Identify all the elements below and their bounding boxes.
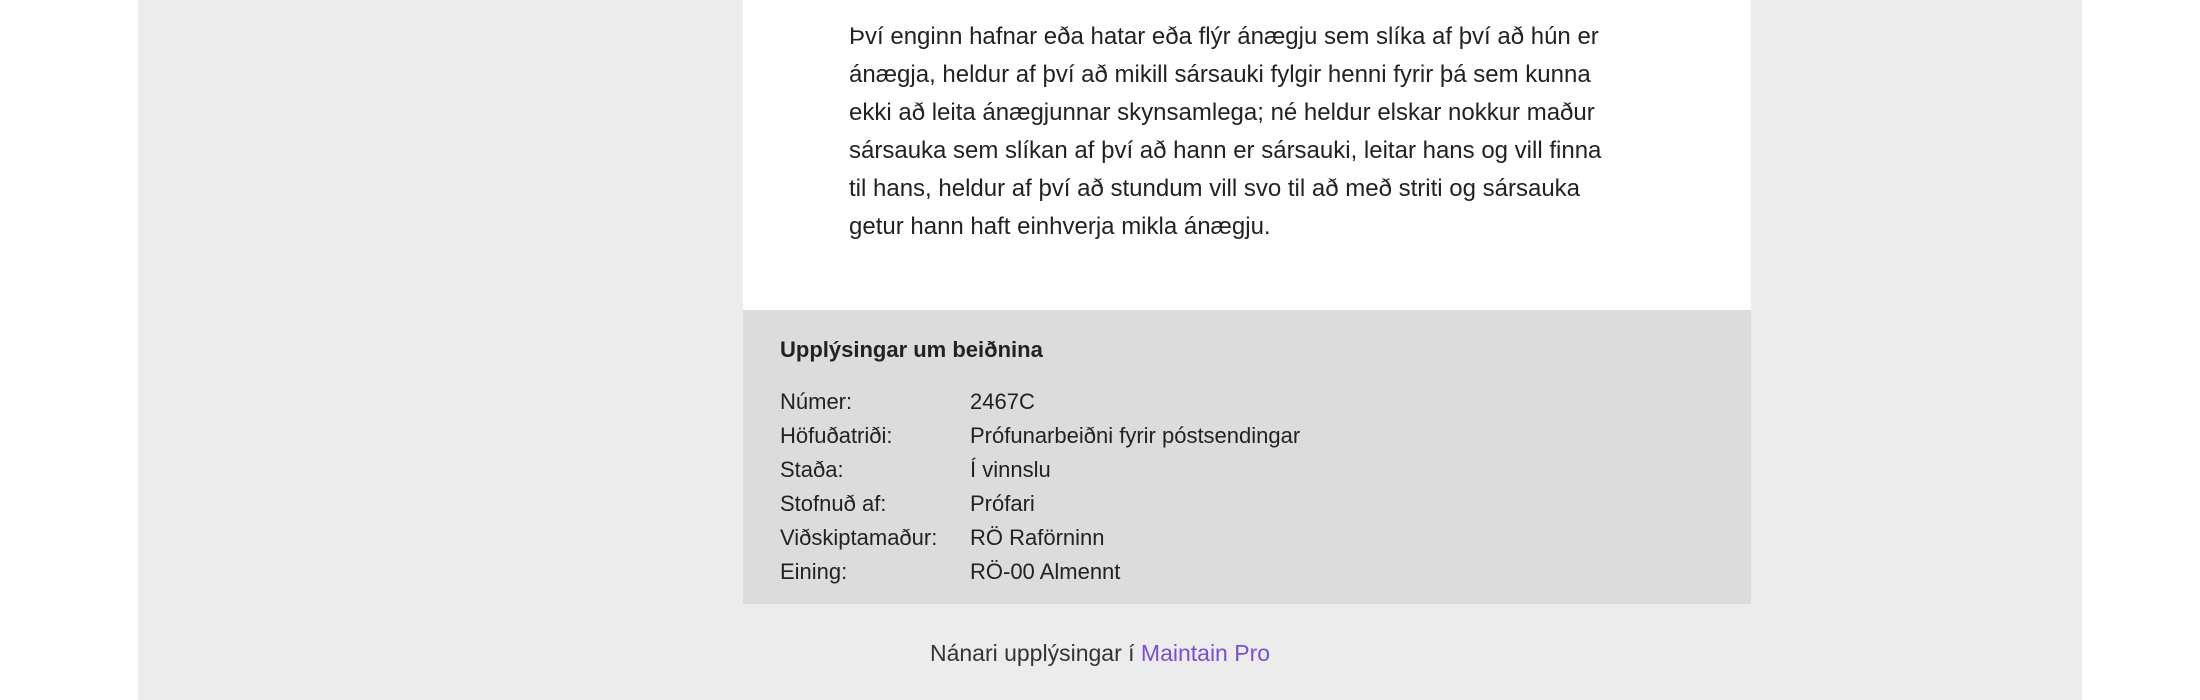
info-row-created-by	[780, 487, 1751, 521]
info-value: RÖ Raförninn	[970, 525, 1105, 550]
message-paragraph: Því enginn hafnar eða hatar eða flýr ánægju sem slíka af því að hún er ánægja, heldur af því að mikill sársauki fylgir henni fyrir þá sem kunna ekki að leita ánægjunnar skynsamlega; né heldur elskar nokkur maður sársauka sem slíkan af því að hann er sársauki, leitar hans og vill finna til hans, heldur af því að stundum vill svo til að með striti og sársauka getur hann haft einhverja mikla ánægju.	[849, 23, 1602, 240]
footer-line	[0, 636, 2200, 670]
info-value: Prófari	[970, 491, 1035, 516]
info-row-number	[780, 385, 1751, 419]
info-row-unit	[780, 555, 1751, 589]
info-label: Staða:	[780, 457, 844, 482]
footer-text: Nánari upplýsingar í	[929, 640, 1135, 666]
request-info-box	[743, 310, 1751, 604]
email-frame	[138, 0, 2082, 700]
info-label: Viðskiptamaður:	[780, 525, 938, 550]
info-label: Eining:	[780, 559, 848, 584]
request-info-title: Upplýsingar um beiðnina	[780, 337, 1043, 362]
message-body	[743, 0, 1751, 310]
info-value: Í vinnslu	[970, 457, 1051, 482]
info-row-customer	[780, 521, 1751, 555]
info-value: RÖ-00 Almennt	[970, 559, 1121, 584]
maintain-pro-link[interactable]: Maintain Pro	[1140, 640, 1271, 666]
info-value: Prófunarbeiðni fyrir póstsendingar	[970, 423, 1301, 448]
info-label: Númer:	[780, 389, 853, 414]
email-card	[743, 0, 1751, 604]
info-value: 2467C	[970, 389, 1035, 414]
info-label: Höfuðatriði:	[780, 423, 893, 448]
info-row-status	[780, 453, 1751, 487]
info-row-subject	[780, 419, 1751, 453]
info-label: Stofnuð af:	[780, 491, 887, 516]
